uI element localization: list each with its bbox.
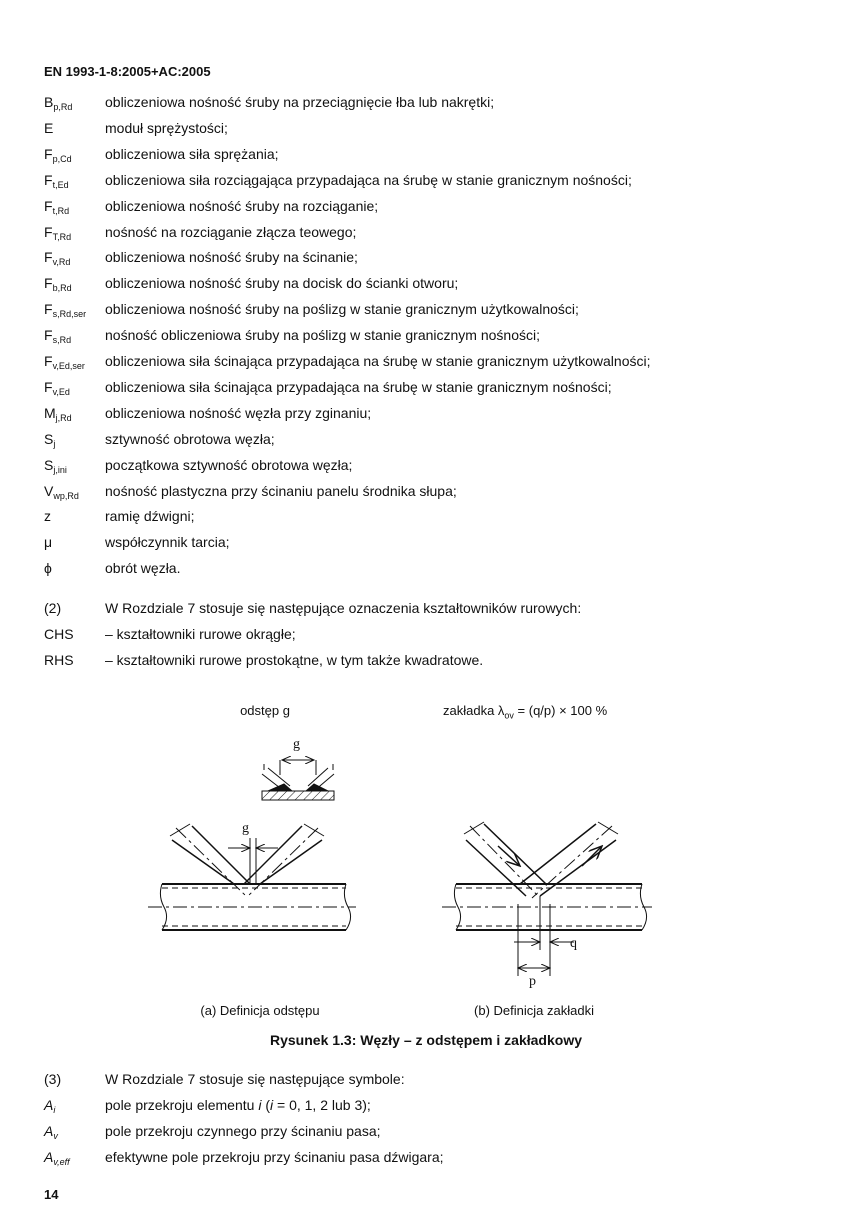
symbol-description: obliczeniowa nośność śruby na poślizg w stanie granicznym użytkowalności; <box>105 301 579 318</box>
symbol-description: obrót węzła. <box>105 560 181 577</box>
symbol: $S_{j,ini}$ <box>44 456 67 475</box>
overlap-joint <box>442 822 652 976</box>
symbol-description: moduł sprężystości; <box>105 119 228 136</box>
symbol-description: nośność obliczeniowa śruby na poślizg w stanie granicznym nośności; <box>105 327 540 344</box>
symbol-description: pole przekroju czynnego przy ścinaniu pasa; <box>105 1123 381 1139</box>
paragraph-text: W Rozdziale 7 stosuje się następujące oznaczenia kształtowników rurowych: <box>105 600 582 616</box>
symbol-description: obliczeniowa siła rozciągająca przypadająca na śrubę w stanie granicznym nośności; <box>105 171 632 188</box>
gap-detail <box>262 760 334 800</box>
figure-title: Rysunek 1.3: Węzły – z odstępem i zakładkowy <box>270 1032 582 1048</box>
paragraph-text: W Rozdziale 7 stosuje się następujące symbole: <box>105 1071 405 1087</box>
symbol: $A_{v,eff}$ <box>44 1149 70 1167</box>
overlap-q: q <box>570 936 577 951</box>
tube-text: – kształtowniki rurowe okrągłe; <box>105 626 296 642</box>
symbol-description: obliczeniowa nośność śruby na rozciąganie; <box>105 197 379 214</box>
caption-a: (a) Definicja odstępu <box>200 1003 320 1018</box>
symbol: μ <box>44 534 53 551</box>
caption-b: (b) Definicja zakładki <box>474 1003 594 1018</box>
document-header: EN 1993-1-8:2005+AC:2005 <box>44 64 211 79</box>
symbol-description: pole przekroju elementu i (i = 0, 1, 2 lub 3); <box>105 1097 371 1113</box>
symbol: $B_{p,Rd}$ <box>44 94 73 112</box>
symbol: ϕ <box>44 560 52 577</box>
paragraph-number: (2) <box>44 600 62 616</box>
symbol: E <box>44 119 54 136</box>
symbol-description: obliczeniowa siła sprężania; <box>105 145 279 162</box>
symbol: $F_{v,Ed,ser}$ <box>44 353 85 371</box>
symbol-description: efektywne pole przekroju przy ścinaniu pasa dźwigara; <box>105 1149 444 1165</box>
symbol: $F_{p,Cd}$ <box>44 145 72 164</box>
overlap-p: p <box>529 974 536 989</box>
symbol: $A_i$ <box>44 1097 56 1115</box>
figure-label-overlap: zakładka $\lambda_{ov} = (q/p) \times 100$ % <box>443 703 608 721</box>
symbol: $F_{s,Rd,ser}$ <box>44 301 87 320</box>
symbol: $F_{v,Ed}$ <box>44 378 70 397</box>
figure-label-gap: odstęp g <box>240 703 290 718</box>
symbol-description: ramię dźwigni; <box>105 508 195 525</box>
symbol-description: współczynnik tarcia; <box>105 534 230 551</box>
symbol-description: obliczeniowa siła ścinająca przypadająca na śrubę w stanie granicznym nośności; <box>105 378 612 395</box>
symbol-description: nośność plastyczna przy ścinaniu panelu środnika słupa; <box>105 482 457 499</box>
symbol-description: obliczeniowa nośność węzła przy zginaniu; <box>105 404 372 421</box>
symbol: $F_{t,Rd}$ <box>44 197 70 216</box>
tube-text: – kształtowniki rurowe prostokątne, w tym także kwadratowe. <box>105 652 484 668</box>
symbol: $F_{b,Rd}$ <box>44 275 72 294</box>
gap-joint-g: g <box>242 821 249 836</box>
tube-abbr: RHS <box>44 652 74 668</box>
page-number: 14 <box>44 1187 59 1202</box>
symbol: $F_{s,Rd}$ <box>44 327 72 346</box>
symbol: $V_{wp,Rd}$ <box>44 482 79 501</box>
symbol: $F_{T,Rd}$ <box>44 223 72 242</box>
symbol: $F_{v,Rd}$ <box>44 249 71 268</box>
symbol-description: obliczeniowa nośność śruby na przeciągnięcie łba lub nakrętki; <box>105 94 495 110</box>
symbol: $F_{t,Ed}$ <box>44 171 69 190</box>
gap-detail-g: g <box>293 737 300 752</box>
symbol: $M_{j,Rd}$ <box>44 404 72 423</box>
symbol: $A_v$ <box>44 1123 58 1141</box>
tube-abbr: CHS <box>44 626 74 642</box>
symbol-description: nośność na rozciąganie złącza teowego; <box>105 223 357 240</box>
symbol: $S_j$ <box>44 430 56 449</box>
symbol-description: obliczeniowa nośność śruby na ścinanie; <box>105 249 358 266</box>
symbol-description: obliczeniowa nośność śruby na docisk do ścianki otworu; <box>105 275 459 292</box>
gap-joint <box>148 824 356 930</box>
paragraph-number: (3) <box>44 1071 62 1087</box>
symbol-description: początkowa sztywność obrotowa węzła; <box>105 456 353 473</box>
symbol-description: obliczeniowa siła ścinająca przypadająca na śrubę w stanie granicznym użytkowalności; <box>105 353 651 369</box>
symbol: z <box>44 508 51 525</box>
symbol-description: sztywność obrotowa węzła; <box>105 430 275 447</box>
